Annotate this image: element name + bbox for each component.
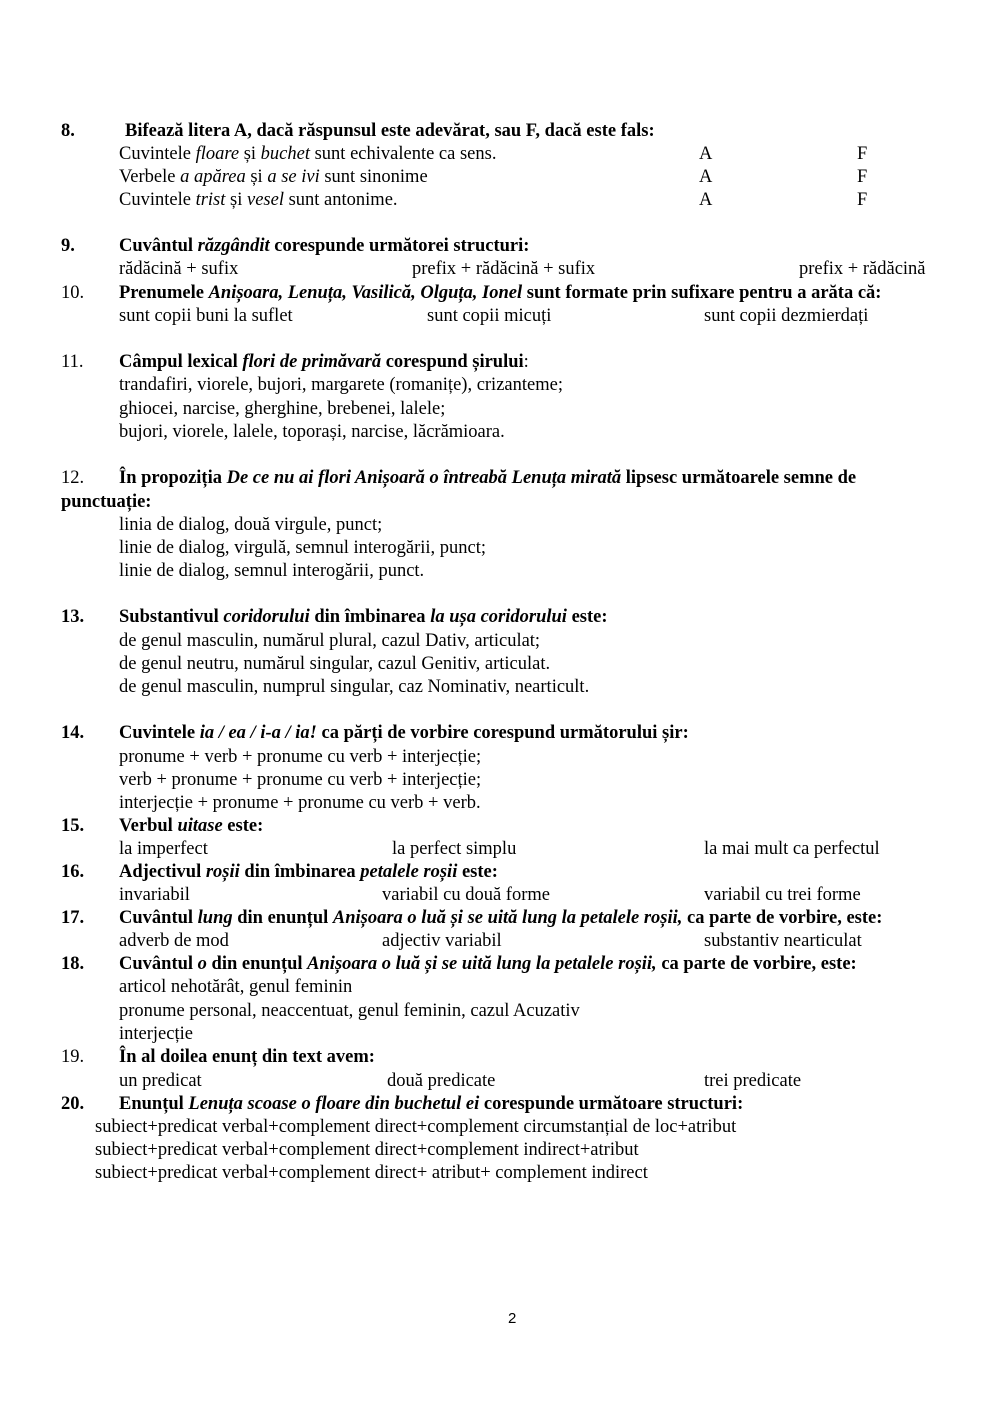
question-17-number: 17. [61, 908, 85, 928]
question-17-option-3[interactable]: substantiv nearticulat [704, 931, 862, 951]
question-11-option-1[interactable]: trandafiri, viorele, bujori, margarete (romanițe), crizanteme; [119, 375, 563, 395]
question-18-option-1[interactable]: articol nehotărât, genul feminin [119, 977, 353, 997]
question-19-number: 19. [61, 1047, 85, 1067]
question-20-prompt: Enunțul Lenuța scoase o floare din buchetul ei corespunde următoare structuri: [119, 1094, 744, 1114]
question-17-option-2[interactable]: adjectiv variabil [382, 931, 502, 951]
question-16-prompt: Adjectivul roșii din îmbinarea petalele roșii este: [119, 862, 498, 882]
question-12-option-2[interactable]: linie de dialog, virgulă, semnul interogării, punct; [119, 538, 487, 558]
question-11-number: 11. [61, 352, 84, 372]
question-8-prompt: Bifează litera A, dacă răspunsul este adevărat, sau F, dacă este fals: [125, 121, 655, 141]
question-11-prompt: Câmpul lexical flori de primăvară corespund șirului: [119, 352, 529, 372]
question-15-option-1[interactable]: la imperfect [119, 839, 208, 859]
question-8-statement-2: Verbele a apărea și a se ivi sunt sinonime [119, 167, 428, 187]
question-10-option-1[interactable]: sunt copii buni la suflet [119, 306, 293, 326]
question-8-option-a-2[interactable]: A [699, 167, 713, 187]
question-8-option-a-3[interactable]: A [699, 190, 713, 210]
question-14-number: 14. [61, 723, 85, 743]
question-9-number: 9. [61, 236, 75, 256]
question-15-prompt: Verbul uitase este: [119, 816, 264, 836]
question-20-option-1[interactable]: subiect+predicat verbal+complement direct+complement circumstanțial de loc+atribut [95, 1117, 737, 1137]
question-8-option-f-2[interactable]: F [857, 167, 868, 187]
question-19-option-3[interactable]: trei predicate [704, 1071, 802, 1091]
question-9-prompt: Cuvântul răzgândit corespunde următorei structuri: [119, 236, 530, 256]
question-12-option-3[interactable]: linie de dialog, semnul interogării, punct. [119, 561, 425, 581]
question-8-option-a-1[interactable]: A [699, 144, 713, 164]
question-19-option-1[interactable]: un predicat [119, 1071, 202, 1091]
question-16-option-1[interactable]: invariabil [119, 885, 190, 905]
question-17-prompt: Cuvântul lung din enunțul Anișoara o luă și se uită lung la petalele roșii, ca parte de vorbire, este: [119, 908, 883, 928]
question-15-number: 15. [61, 816, 85, 836]
question-15-option-2[interactable]: la perfect simplu [392, 839, 517, 859]
question-8-statement-1: Cuvintele floare și buchet sunt echivalente ca sens. [119, 144, 497, 164]
question-16-number: 16. [61, 862, 85, 882]
question-20-option-3[interactable]: subiect+predicat verbal+complement direct+ atribut+ complement indirect [95, 1163, 648, 1183]
question-16-option-2[interactable]: variabil cu două forme [382, 885, 550, 905]
question-18-prompt: Cuvântul o din enunțul Anișoara o luă și se uită lung la petalele roșii, ca parte de vorbire, este: [119, 954, 857, 974]
question-10-option-2[interactable]: sunt copii micuți [427, 306, 552, 326]
question-12-option-1[interactable]: linia de dialog, două virgule, punct; [119, 515, 383, 535]
question-8-statement-3: Cuvintele trist și vesel sunt antonime. [119, 190, 398, 210]
question-13-number: 13. [61, 607, 85, 627]
question-12-number: 12. [61, 468, 85, 488]
question-12-prompt-continued: punctuație: [61, 492, 152, 512]
question-9-option-3[interactable]: prefix + rădăcină [799, 259, 926, 279]
question-12-prompt: În propoziția De ce nu ai flori Anișoară o întreabă Lenuța mirată lipsesc următoarele semne de [119, 468, 857, 488]
question-10-number: 10. [61, 283, 85, 303]
question-18-number: 18. [61, 954, 85, 974]
page-number: 2 [508, 1310, 517, 1327]
question-13-option-3[interactable]: de genul masculin, numprul singular, caz Nominativ, nearticult. [119, 677, 590, 697]
question-14-prompt: Cuvintele ia / ea / i-a / ia! ca părți de vorbire corespund următorului șir: [119, 723, 689, 743]
question-14-option-1[interactable]: pronume + verb + pronume cu verb + interjecție; [119, 747, 482, 767]
question-8-option-f-3[interactable]: F [857, 190, 868, 210]
question-20-number: 20. [61, 1094, 85, 1114]
question-11-option-3[interactable]: bujori, viorele, lalele, toporași, narcise, lăcrămioara. [119, 422, 505, 442]
question-19-prompt: În al doilea enunț din text avem: [119, 1047, 375, 1067]
question-16-option-3[interactable]: variabil cu trei forme [704, 885, 861, 905]
question-13-option-2[interactable]: de genul neutru, numărul singular, cazul Genitiv, articulat. [119, 654, 551, 674]
question-19-option-2[interactable]: două predicate [387, 1071, 496, 1091]
question-8-option-f-1[interactable]: F [857, 144, 868, 164]
question-9-option-1[interactable]: rădăcină + sufix [119, 259, 239, 279]
question-10-prompt: Prenumele Anișoara, Lenuța, Vasilică, Olguța, Ionel sunt formate prin sufixare pentru a arăta că: [119, 283, 882, 303]
question-18-option-2[interactable]: pronume personal, neaccentuat, genul feminin, cazul Acuzativ [119, 1001, 580, 1021]
question-14-option-2[interactable]: verb + pronume + pronume cu verb + interjecție; [119, 770, 482, 790]
question-18-option-3[interactable]: interjecție [119, 1024, 193, 1044]
question-9-option-2[interactable]: prefix + rădăcină + sufix [412, 259, 596, 279]
question-11-option-2[interactable]: ghiocei, narcise, gherghine, brebenei, lalele; [119, 399, 446, 419]
question-20-option-2[interactable]: subiect+predicat verbal+complement direct+complement indirect+atribut [95, 1140, 639, 1160]
question-13-option-1[interactable]: de genul masculin, numărul plural, cazul Dativ, articulat; [119, 631, 541, 651]
question-17-option-1[interactable]: adverb de mod [119, 931, 229, 951]
question-14-option-3[interactable]: interjecție + pronume + pronume cu verb + verb. [119, 793, 481, 813]
question-8-number: 8. [61, 121, 75, 141]
question-13-prompt: Substantivul coridorului din îmbinarea la ușa coridorului este: [119, 607, 608, 627]
question-15-option-3[interactable]: la mai mult ca perfectul [704, 839, 880, 859]
question-10-option-3[interactable]: sunt copii dezmierdați [704, 306, 869, 326]
